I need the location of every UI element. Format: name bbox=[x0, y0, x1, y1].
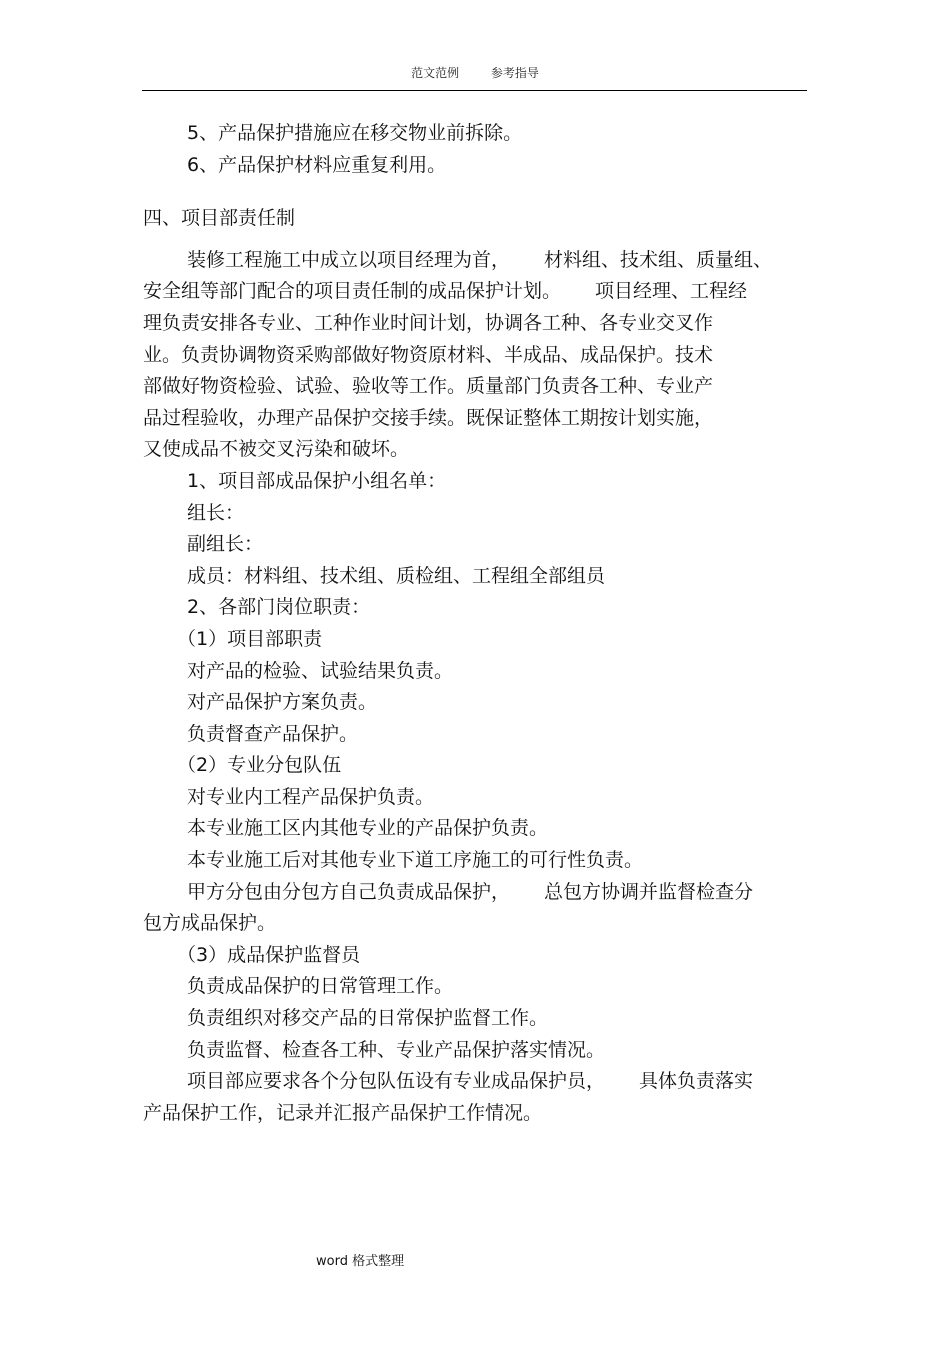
list-item: 对产品保护方案负责。 bbox=[187, 691, 378, 714]
list-item: 对产品的检验、试验结果负责。 bbox=[187, 659, 454, 682]
paragraph-line: 部做好物资检验、试验、验收等工作。质量部门负责各工种、专业产 bbox=[143, 375, 714, 398]
paragraph-line: 理负责安排各专业、工种作业时间计划，协调各工种、各专业交叉作 bbox=[143, 311, 714, 334]
subsection-title: （1）项目部职责 bbox=[177, 627, 323, 650]
list-item: 本专业施工后对其他专业下道工序施工的可行性负责。 bbox=[187, 849, 644, 872]
list-item: 负责成品保护的日常管理工作。 bbox=[187, 975, 454, 998]
list-item: 本专业施工区内其他专业的产品保护负责。 bbox=[187, 817, 549, 840]
page-footer: word 格式整理 bbox=[316, 1254, 405, 1269]
duties-title: 2、各部门岗位职责： bbox=[187, 596, 371, 619]
list-item: 负责组织对移交产品的日常保护监督工作。 bbox=[187, 1007, 549, 1030]
header-rule bbox=[142, 90, 807, 91]
list-item: 对专业内工程产品保护负责。 bbox=[187, 785, 435, 808]
header-left: 范文范例 bbox=[411, 66, 460, 80]
subsection-title: （2）专业分包队伍 bbox=[177, 754, 342, 777]
paragraph-line: 安全组等部门配合的项目责任制的成品保护计划。 项目经理、工程经 bbox=[143, 280, 748, 303]
paragraph-line: 甲方分包由分包方自己负责成品保护， 总包方协调并监督检查分 bbox=[187, 880, 754, 903]
paragraph-line: 装修工程施工中成立以项目经理为首， 材料组、技术组、质量组、 bbox=[187, 248, 773, 271]
list-item: 6、产品保护材料应重复利用。 bbox=[187, 153, 447, 176]
header-right: 参考指导 bbox=[490, 66, 539, 80]
paragraph-line: 品过程验收，办理产品保护交接手续。既保证整体工期按计划实施， bbox=[143, 406, 714, 429]
page-header bbox=[0, 64, 950, 81]
list-item: 5、产品保护措施应在移交物业前拆除。 bbox=[187, 122, 523, 144]
document-body bbox=[143, 118, 805, 1129]
paragraph-line: 业。负责协调物资采购部做好物资原材料、半成品、成品保护。技术 bbox=[143, 343, 714, 366]
paragraph-line: 包方成品保护。 bbox=[143, 912, 277, 935]
group-leader: 组长： bbox=[187, 501, 245, 524]
group-title: 1、项目部成品保护小组名单： bbox=[187, 469, 447, 492]
group-members: 成员：材料组、技术组、质检组、工程组全部组员 bbox=[187, 564, 606, 587]
list-item: 负责监督、检查各工种、专业产品保护落实情况。 bbox=[187, 1038, 606, 1061]
section-title: 四、项目部责任制 bbox=[143, 207, 296, 230]
group-deputy: 副组长： bbox=[187, 533, 264, 556]
paragraph-line: 项目部应要求各个分包队伍设有专业成品保护员， 具体负责落实 bbox=[187, 1070, 754, 1093]
subsection-title: （3）成品保护监督员 bbox=[177, 943, 361, 966]
paragraph-line: 又使成品不被交叉污染和破坏。 bbox=[143, 438, 410, 461]
list-item: 负责督查产品保护。 bbox=[187, 722, 359, 745]
paragraph-line: 产品保护工作，记录并汇报产品保护工作情况。 bbox=[143, 1101, 543, 1124]
